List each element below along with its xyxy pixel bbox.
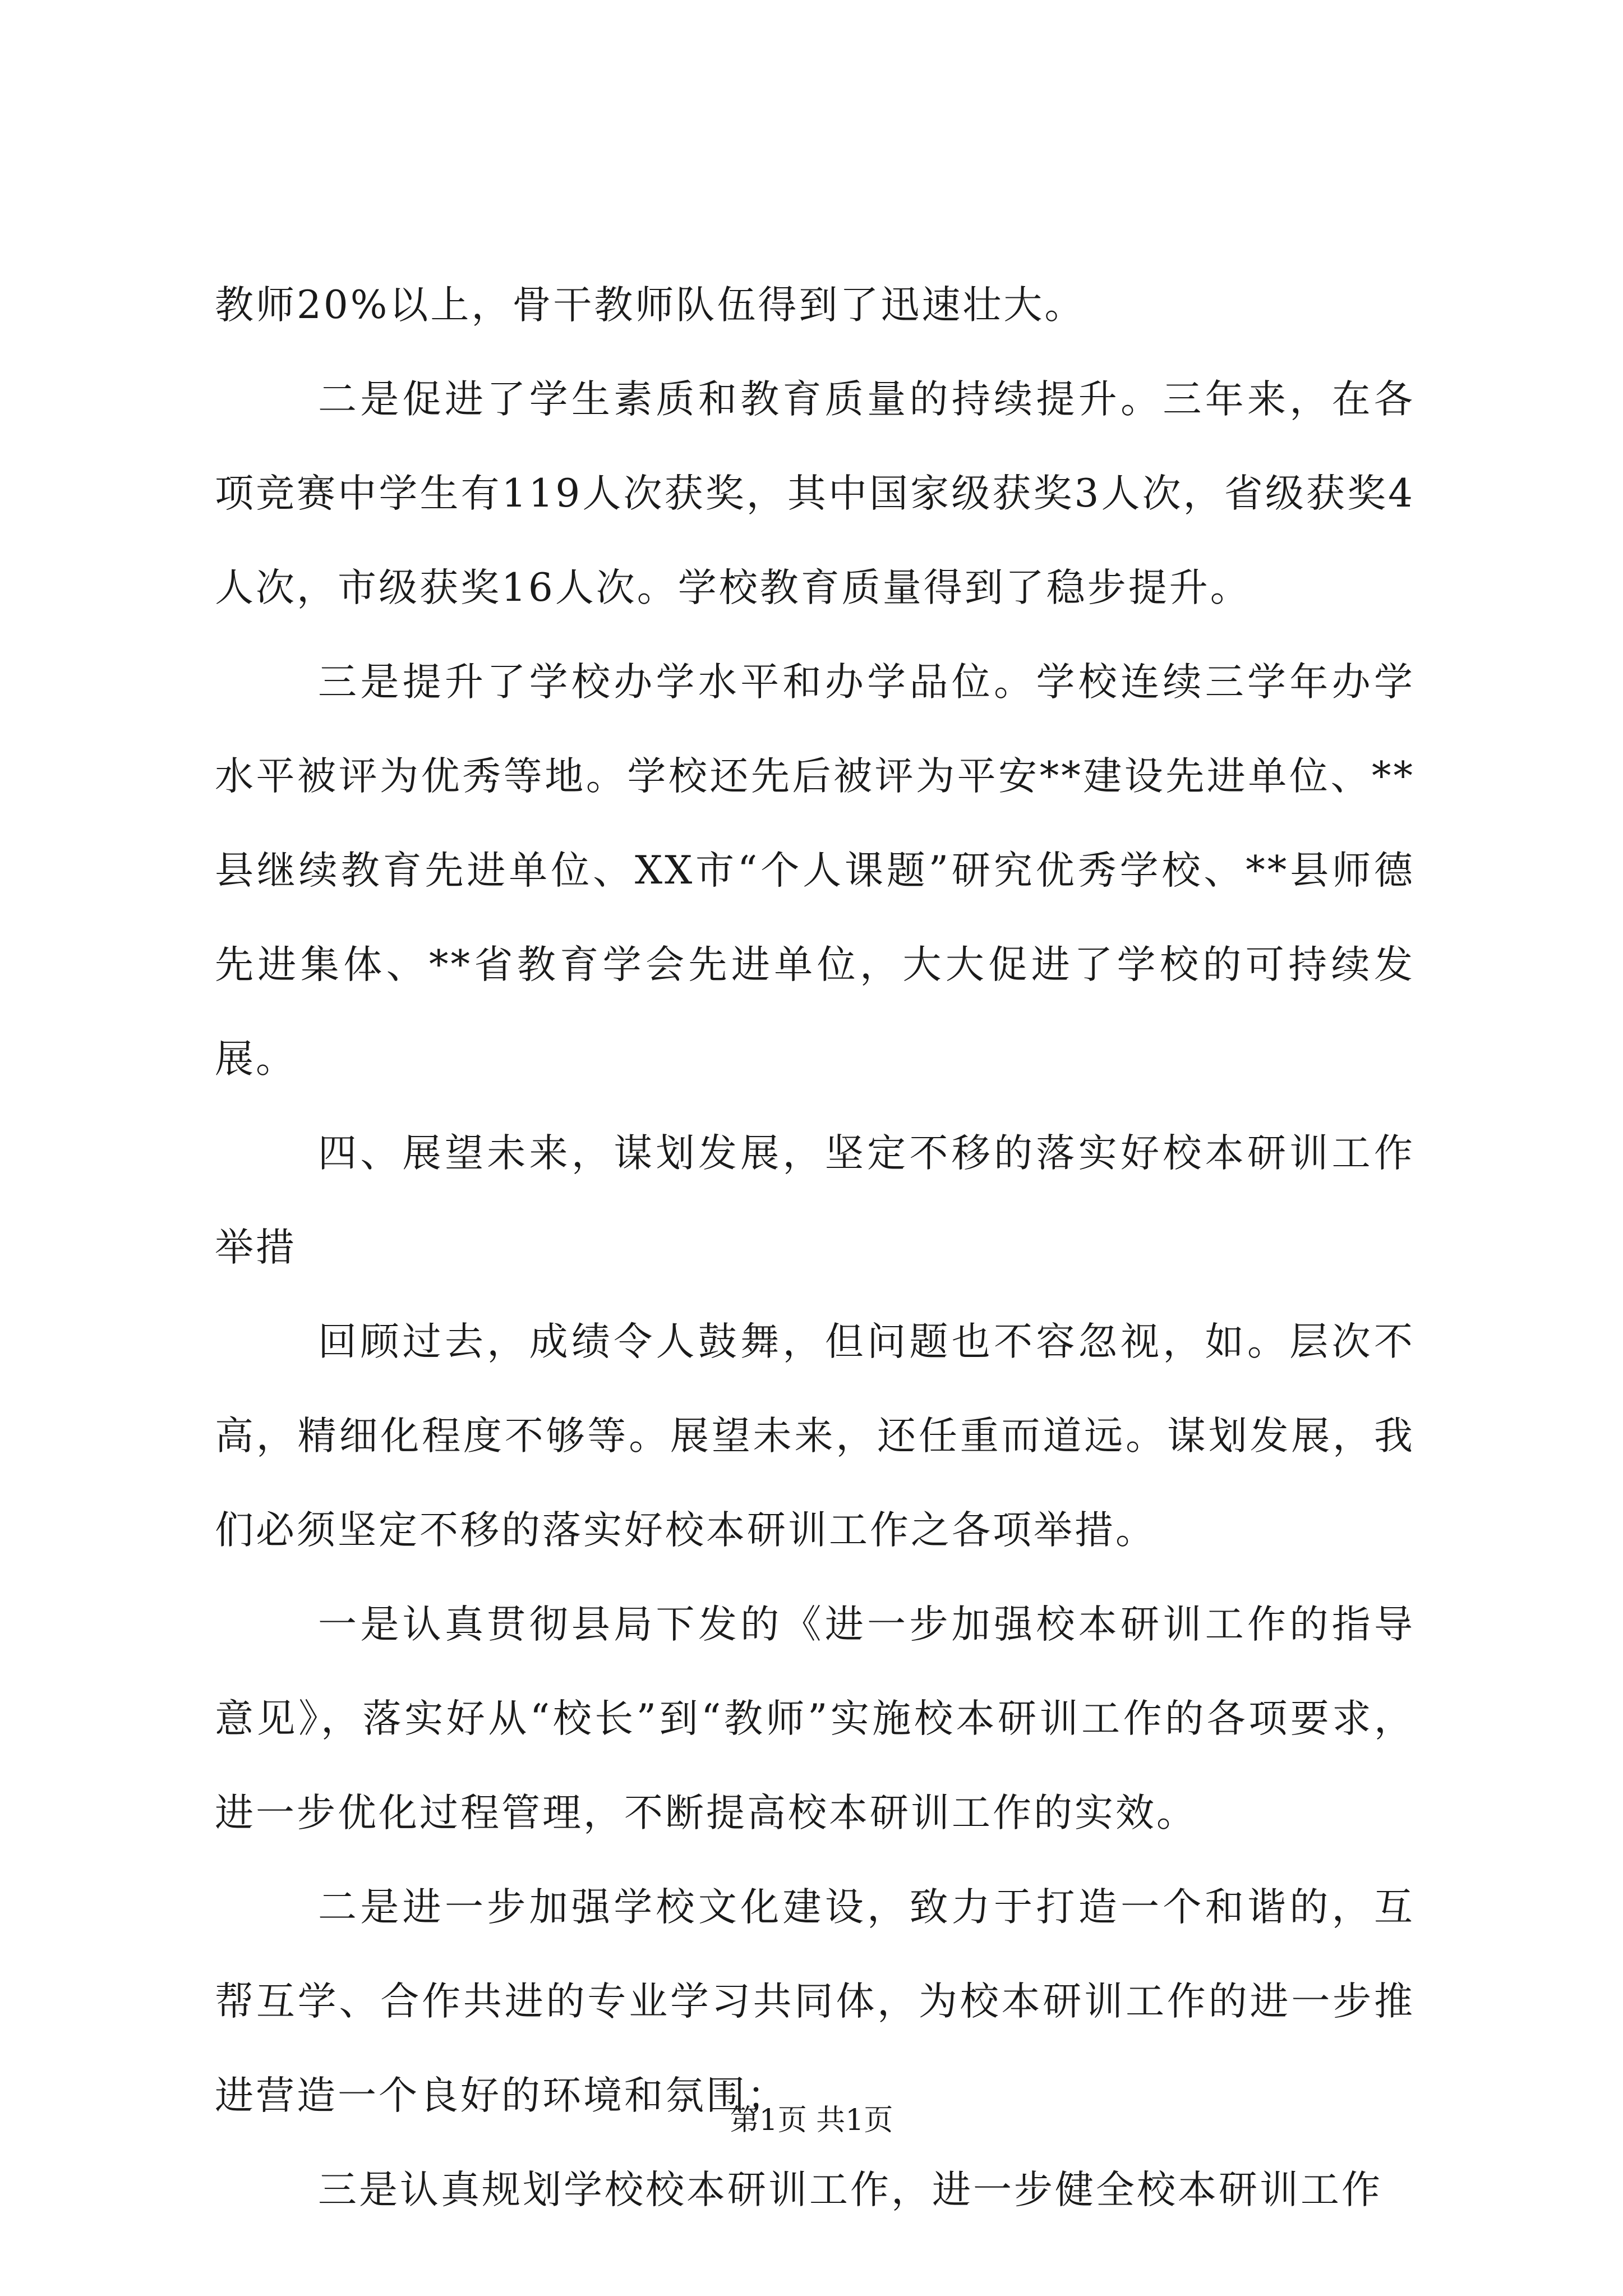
paragraph-5: 回顾过去，成绩令人鼓舞，但问题也不容忽视，如。层次不高，精细化程度不够等。展望未来，还任重而道远。谋划发展，我们必须坚定不移的落实好校本研训工作之各项举措。 [215, 1319, 1415, 1553]
paragraph-8: 三是认真规划学校校本研训工作，进一步健全校本研训工作 [318, 2168, 1382, 2212]
paragraph-6: 一是认真贯彻县局下发的《进一步加强校本研训工作的指导意见》，落实好从“校长”到“教师”实施校本研训工作的各项要求，进一步优化过程管理，不断提高校本研训工作的实效。 [215, 1602, 1415, 1835]
page-footer: 第1页 共1页 [730, 2104, 893, 2137]
paragraph-1: 教师20%以上，骨干教师队伍得到了迅速壮大。 [215, 283, 1086, 328]
document-body [215, 258, 1415, 2237]
paragraph-3: 三是提升了学校办学水平和办学品位。学校连续三学年办学水平被评为优秀等地。学校还先后被评为平安**建设先进单位、**县继续教育先进单位、XX市“个人课题”研究优秀学校、**县师德先进集体、**省教育学会先进单位，大大促进了学校的可持续发展。 [215, 660, 1415, 1082]
section-heading-4: 四、展望未来，谋划发展，坚定不移的落实好校本研训工作举措 [215, 1131, 1415, 1270]
paragraph-7: 二是进一步加强学校文化建设，致力于打造一个和谐的，互帮互学、合作共进的专业学习共同体，为校本研训工作的进一步推进营造一个良好的环境和氛围； [215, 1885, 1415, 2118]
paragraph-2: 二是促进了学生素质和教育质量的持续提升。三年来，在各项竞赛中学生有119人次获奖，其中国家级获奖3人次，省级获奖4人次，市级获奖16人次。学校教育质量得到了稳步提升。 [215, 377, 1415, 610]
